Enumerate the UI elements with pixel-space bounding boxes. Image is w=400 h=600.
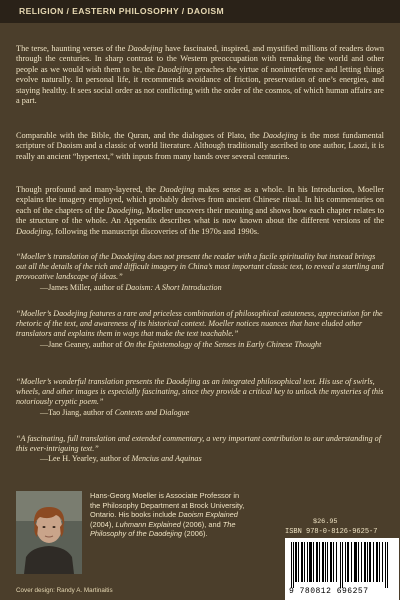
review-quote-text: “Moeller’s wonderful translation presents the Daodejing as an integrated philosophical text. His use of swirls, wheels, and other images is especially fascinating, since they provide a critical key to unlock the mysteries of this notoriously cryptic poem.” [16,377,384,407]
category-header [0,0,400,23]
description-paragraph-3: Though profound and many-layered, the Daodejing makes sense as a whole. In his Introduction, Moeller explains the imagery employed, which probably derives from ancient Chinese ritual. In his commentaries on each of the chapters of the Daodejing, Moeller uncovers their meaning and shows how each chapter relates to the structure of the whole. An Appendix describes what is now known about the different versions of the Daodejing, following the manuscript discoveries of the 1970s and 1990s. [16,185,384,236]
author-bio: Hans-Georg Moeller is Associate Professor in the Philosophy Department at Brock University, Ontario. His books include Daoism Explained (2004), Luhmann Explained (2006), and The Philosophy of the Daodejing (2006). [90,491,245,538]
review-attribution: —James Miller, author of Daoism: A Short Introduction [40,282,222,292]
review-quote-text: “Moeller’s translation of the Daodejing does not present the reader with a facile spirituality but instead brings out all the details of the rich and difficult imagery in China’s most important classic text, to reveal a startling and provocative landscape of ideas.” [16,252,384,282]
review-attribution: —Jane Geaney, author of On the Epistemology of the Senses in Early Chinese Thought [40,339,322,349]
author-photo [16,491,82,574]
description-paragraph-1: The terse, haunting verses of the Daodejing have fascinated, inspired, and mystified millions of readers down through the centuries. In sharp contrast to the Western preoccupation with remaking the world and other people as we would wish them to be, the Daodejing preaches the virtue of noninterference and letting things evolve naturally. In personal life, it recommends avoidance of friction, preservation of one’s energies, and staying healthy. It sees social order as not conflicting with the order of the cosmos, of which human affairs are a part. [16,44,385,106]
category-label: RELIGION / EASTERN PHILOSOPHY / DAOISM [19,6,225,16]
barcode-number: 9 780812 696257 [289,587,369,596]
review-quote-3 [16,377,386,418]
review-attribution: —Lee H. Yearley, author of Mencius and Aquinas [40,454,202,464]
cover-design-credit: Cover design: Randy A. Martinaitis [16,587,113,594]
barcode-bars-icon [289,542,397,588]
review-quote-4 [16,434,386,465]
price-label: $26.95 [313,518,338,526]
description-paragraph-2: Comparable with the Bible, the Quran, and the dialogues of Plato, the Daodejing is the most fundamental scripture of Daoism and a classic of world literature. Although traditionally ascribed to one author, Laozi, it is really an ancient “hypertext,” with inputs from many hands over several centuries. [16,131,384,161]
isbn-label: ISBN 978-0-8126-9625-7 [285,528,378,536]
review-quote-2 [16,309,386,350]
review-quote-text: “Moeller’s Daodejing features a rare and priceless combination of philosophical astuteness, appreciation for the rhetoric of the text, and awareness of its historical context. Moeller notices nuances that have eluded other translators and explains them in ways that make the text teachable.” [16,309,383,339]
review-quote-1 [16,252,386,293]
barcode [285,538,399,600]
review-quote-text: “A fascinating, full translation and extended commentary, a very important contribution to our understanding of this ever-intriguing text.” [16,434,381,454]
review-attribution: —Tao Jiang, author of Contexts and Dialogue [40,407,190,417]
